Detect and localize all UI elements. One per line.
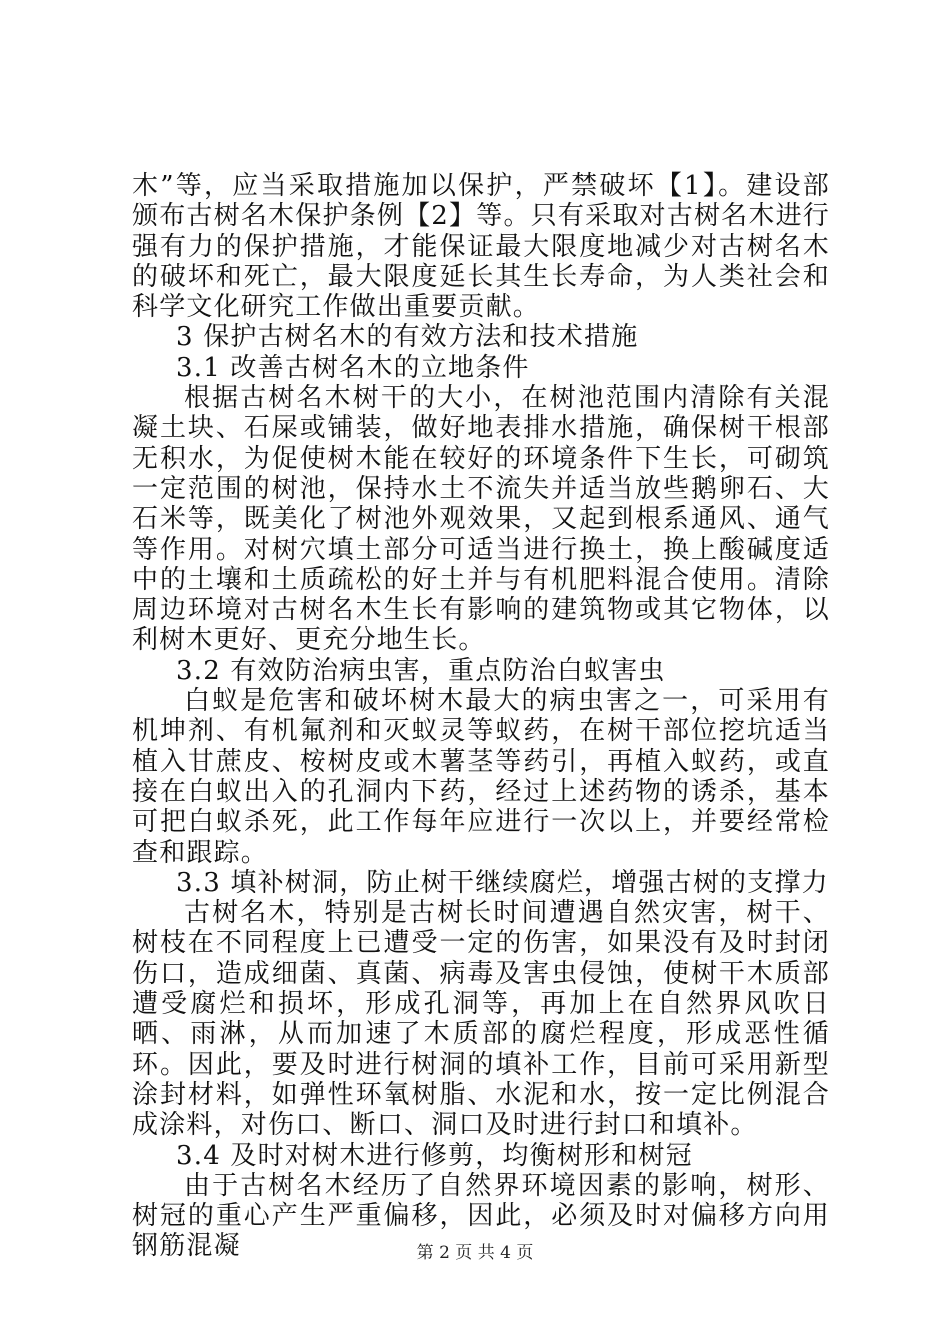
page-number-footer: 第 2 页 共 4 页 [416, 1243, 534, 1263]
document-body [132, 171, 830, 1262]
section-heading-3: 3 保护古树名木的有效方法和技术措施 [176, 322, 639, 353]
subsection-heading-3-3: 3.3 填补树洞，防止树干继续腐烂，增强古树的支撑力 [176, 867, 829, 898]
subsection-heading-3-2: 3.2 有效防治病虫害，重点防治白蚁害虫 [176, 655, 666, 686]
paragraph-termite-control: 白蚁是危害和破坏树木最大的病虫害之一，可采用有机坤剂、有机氟剂和灭蚁灵等蚁药，在树干部位挖坑适当植入甘蔗皮、桉树皮或木薯茎等药引，再植入蚁药，或直接在白蚁出入的孔洞内下药，经过上述药物的诱杀，基本可把白蚁杀死，此工作每年应进行一次以上，并要经常检查和跟踪。 [132, 686, 830, 868]
paragraph-tree-hole-repair: 古树名木，特别是古树长时间遭遇自然灾害，树干、树枝在不同程度上已遭受一定的伤害，如果没有及时封闭伤口，造成细菌、真菌、病毒及害虫侵蚀，使树干木质部遭受腐烂和损坏，形成孔洞等，再加上在自然界风吹日晒、雨淋，从而加速了木质部的腐烂程度，形成恶性循环。因此，要及时进行树洞的填补工作，目前可采用新型涂封材料，如弹性环氧树脂、水泥和水，按一定比例混合成涂料，对伤口、断口、洞口及时进行封口和填补。 [132, 898, 830, 1141]
subsection-heading-3-1: 3.1 改善古树名木的立地条件 [176, 352, 530, 383]
paragraph-intro-continued: 木”等，应当采取措施加以保护，严禁破坏【1】。建设部颁布古树名木保护条例【2】等。只有采取对古树名木进行强有力的保护措施，才能保证最大限度地减少对古树名木的破坏和死亡，最大限度延长其生长寿命，为人类社会和科学文化研究工作做出重要贡献。 [132, 171, 830, 323]
subsection-heading-3-4: 3.4 及时对树木进行修剪，均衡树形和树冠 [176, 1140, 693, 1171]
paragraph-pruning: 由于古树名木经历了自然界环境因素的影响，树形、树冠的重心产生严重偏移，因此，必须及时对偏移方向用钢筋混凝 [132, 1170, 830, 1262]
paragraph-site-conditions: 根据古树名木树干的大小，在树池范围内清除有关混凝土块、石屎或铺装，做好地表排水措施，确保树干根部无积水，为促使树木能在较好的环境条件下生长，可砌筑一定范围的树池，保持水土不流失并适当放些鹅卵石、大石米等，既美化了树池外观效果，又起到根系通风、通气等作用。对树穴填土部分可适当进行换土，换上酸碱度适中的土壤和土质疏松的好土并与有机肥料混合使用。清除周边环境对古树名木生长有影响的建筑物或其它物体，以利树木更好、更充分地生长。 [132, 383, 830, 656]
